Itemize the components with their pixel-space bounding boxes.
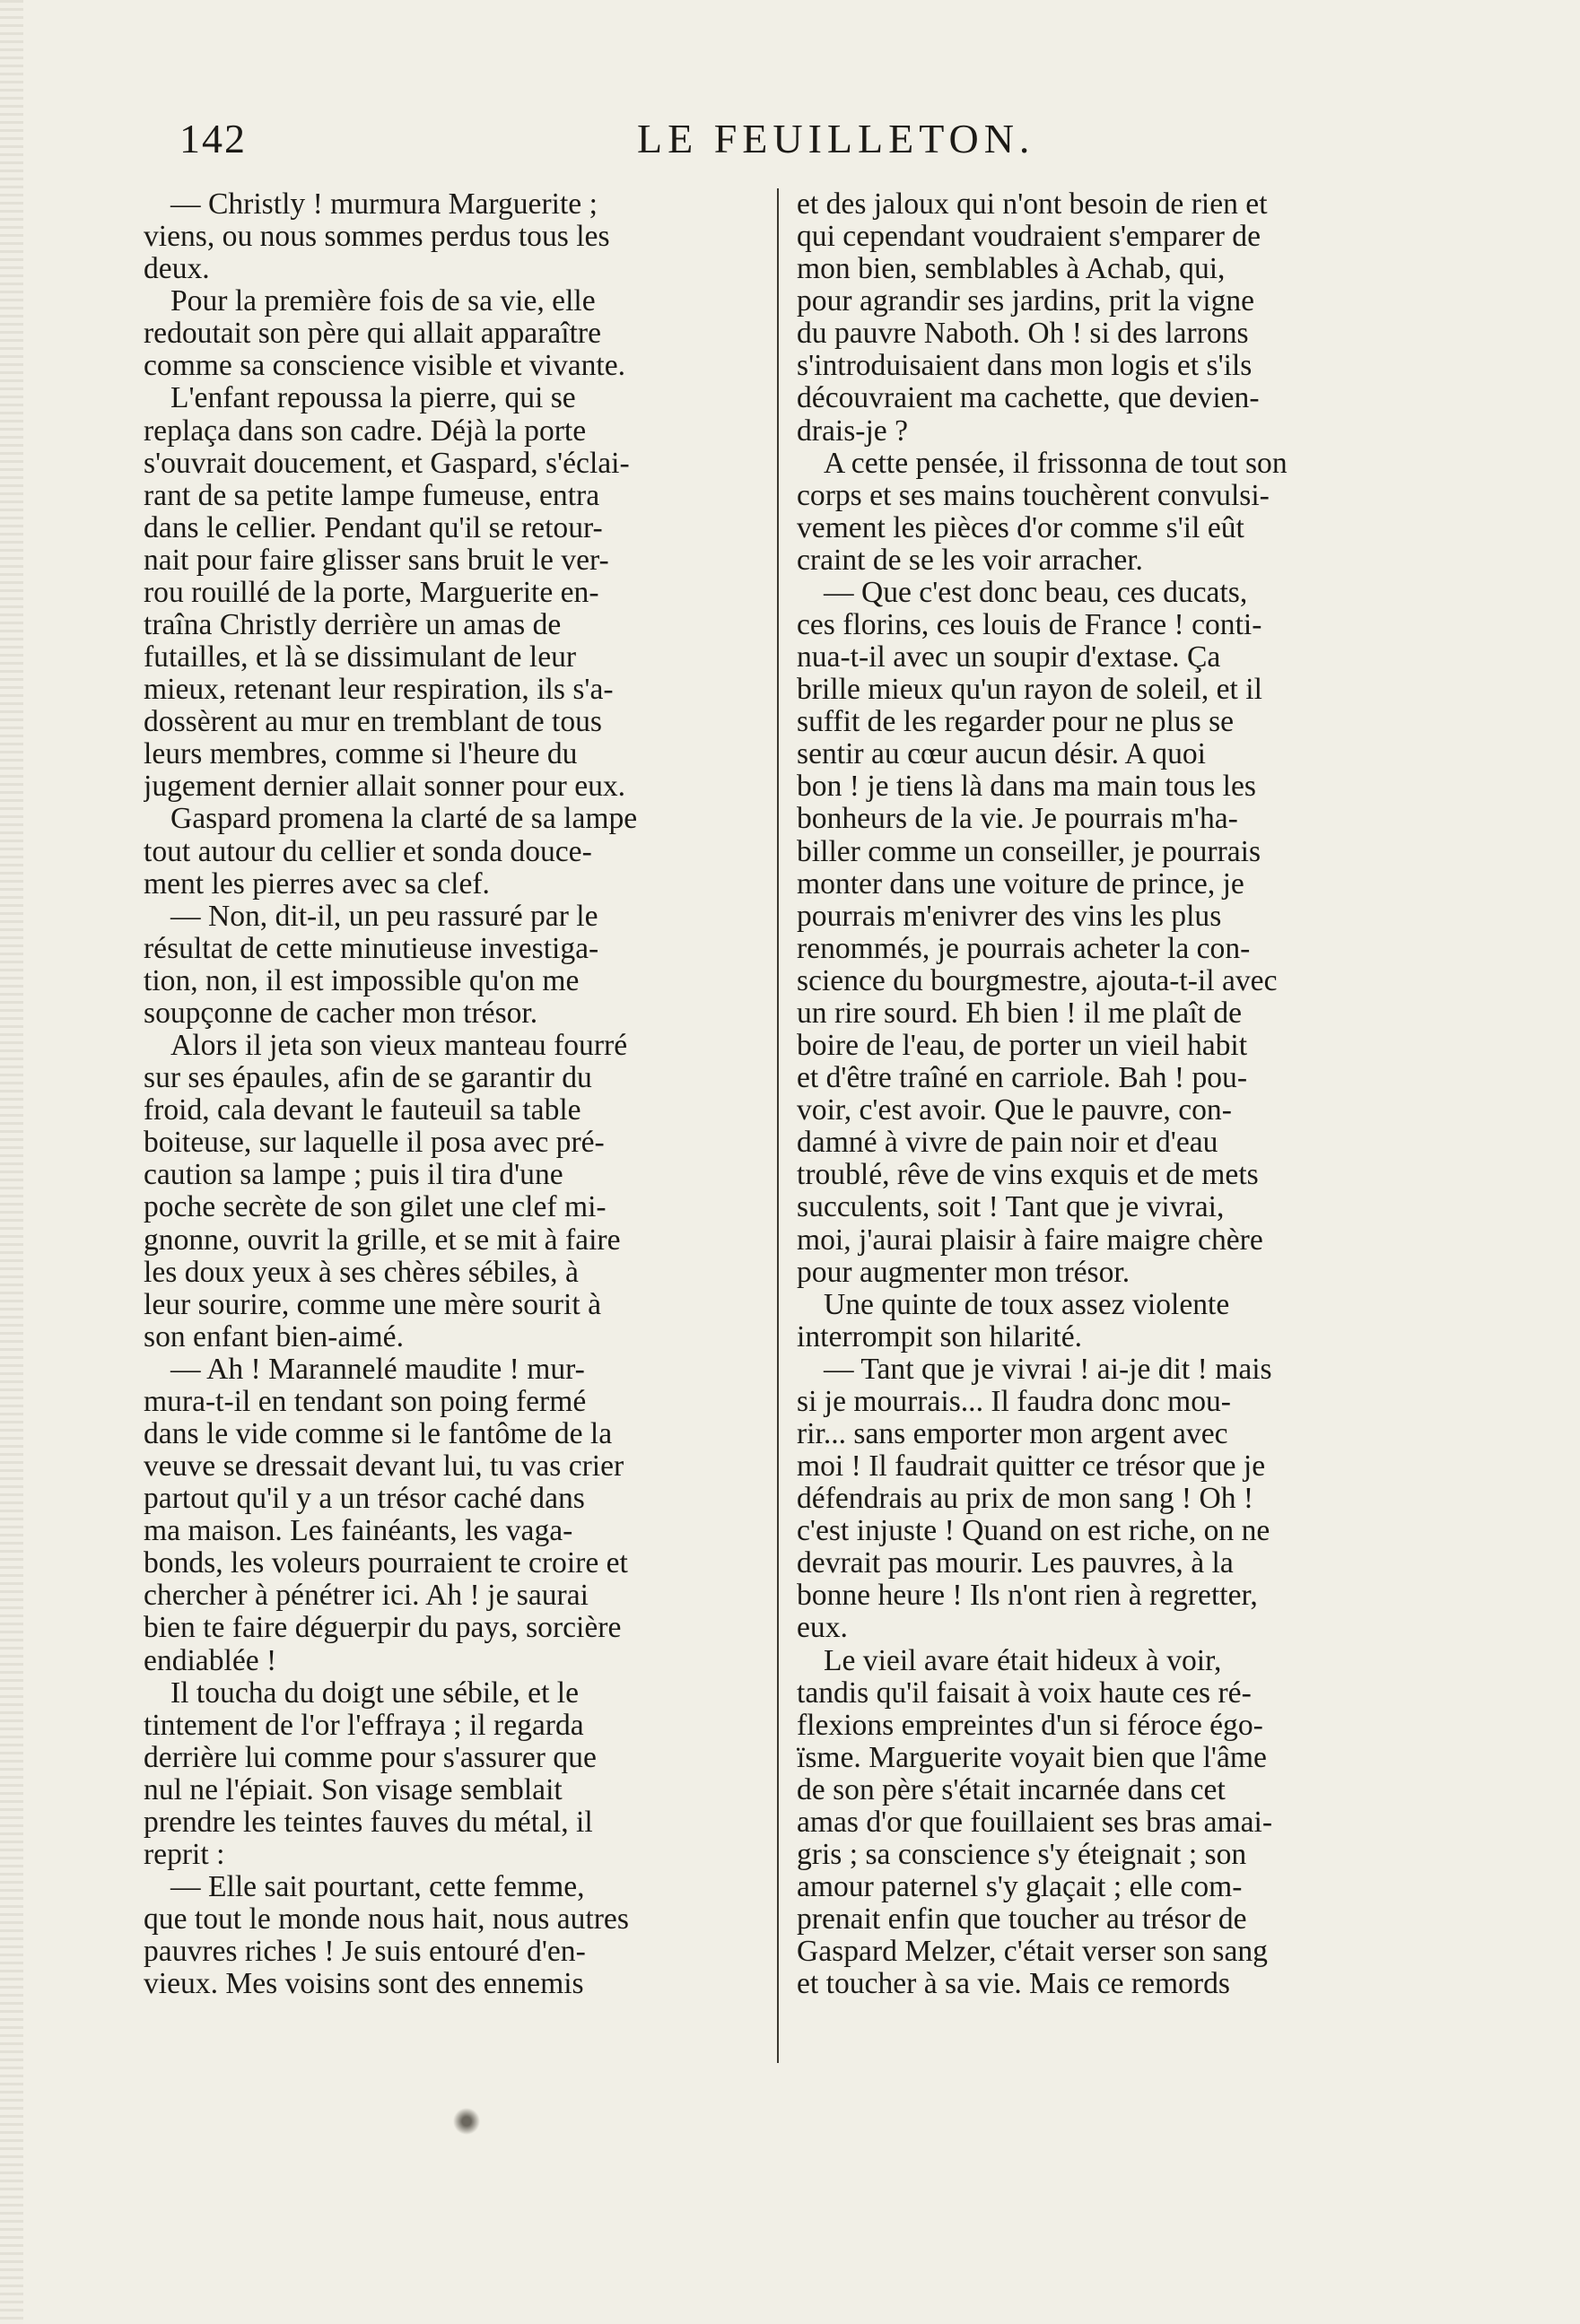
text-line: replaça dans son cadre. Déjà la porte [144, 414, 587, 448]
text-line: tout autour du cellier et sonda douce- [144, 835, 592, 868]
text-line: nul ne l'épiait. Son visage semblait [144, 1773, 563, 1806]
text-line: moi ! Il faudrait quitter ce trésor que je [797, 1450, 1266, 1484]
text-line: — Elle sait pourtant, cette femme, [170, 1871, 585, 1904]
text-line: si je mourrais... Il faudra donc mou- [797, 1385, 1231, 1418]
text-line: viens, ou nous sommes perdus tous les [144, 221, 610, 254]
text-line: nait pour faire glisser sans bruit le ver- [144, 544, 609, 577]
text-line: s'introduisaient dans mon logis et s'ils [797, 350, 1253, 383]
text-line: bien te faire déguerpir du pays, sorcière [144, 1612, 622, 1645]
page-edge-speckle [0, 0, 23, 2324]
text-line: drais-je ? [797, 414, 908, 448]
text-line: rou rouillé de la porte, Marguerite en- [144, 576, 599, 609]
text-line: dossèrent au mur en tremblant de tous [144, 706, 603, 739]
text-line: dans le cellier. Pendant qu'il se retour- [144, 511, 603, 544]
text-line: boiteuse, sur laquelle il posa avec pré- [144, 1127, 605, 1160]
text-line: leurs membres, comme si l'heure du [144, 738, 578, 771]
text-line: suffit de les regarder pour ne plus se [797, 706, 1235, 739]
text-line: amas d'or que fouillaient ses bras amai- [797, 1806, 1273, 1839]
text-line: que tout le monde nous hait, nous autres [144, 1903, 629, 1937]
text-line: bon ! je tiens là dans ma main tous les [797, 770, 1256, 804]
text-line: mieux, retenant leur respiration, ils s'a- [144, 674, 614, 707]
text-line: science du bourgmestre, ajouta-t-il avec [797, 964, 1278, 997]
text-line: — Tant que je vivrai ! ai-je dit ! mais [824, 1353, 1272, 1386]
text-line: son enfant bien-aimé. [144, 1320, 404, 1353]
text-line: un rire sourd. Eh bien ! il me plaît de [797, 997, 1243, 1030]
text-line: veuve se dressait devant lui, tu vas crier [144, 1450, 624, 1484]
running-title: LE FEUILLETON. [637, 116, 1035, 161]
text-line: moi, j'aurai plaisir à faire maigre chère [797, 1223, 1263, 1257]
text-line: prendre les teintes fauves du métal, il [144, 1806, 593, 1839]
text-line: comme sa conscience visible et vivante. [144, 350, 626, 383]
text-line: — Christly ! murmura Marguerite ; [170, 188, 598, 221]
text-line: de son père s'était incarnée dans cet [797, 1773, 1226, 1806]
text-line: — Ah ! Marannelé maudite ! mur- [170, 1353, 585, 1386]
text-line: voir, c'est avoir. Que le pauvre, con- [797, 1094, 1232, 1127]
text-line: vieux. Mes voisins sont des ennemis [144, 1968, 584, 2001]
text-line: sentir au cœur aucun désir. A quoi [797, 738, 1207, 771]
text-line: vement les pièces d'or comme s'il eût [797, 511, 1244, 544]
text-line: les doux yeux à ses chères sébiles, à [144, 1256, 579, 1289]
text-line: Une quinte de toux assez violente [824, 1288, 1230, 1321]
text-line: troublé, rêve de vins exquis et de mets [797, 1159, 1259, 1192]
text-line: mon bien, semblables à Achab, qui, [797, 253, 1226, 286]
text-line: s'ouvrait doucement, et Gaspard, s'éclai- [144, 447, 630, 480]
text-line: A cette pensée, il frissonna de tout son [824, 447, 1288, 480]
text-line: damné à vivre de pain noir et d'eau [797, 1127, 1218, 1160]
text-line: c'est injuste ! Quand on est riche, on ne [797, 1515, 1270, 1548]
text-line: pour augmenter mon trésor. [797, 1256, 1130, 1289]
text-line: — Non, dit-il, un peu rassuré par le [170, 900, 598, 933]
text-line: bonne heure ! Ils n'ont rien à regretter, [797, 1580, 1258, 1613]
left-column [144, 188, 754, 2000]
text-line: devrait pas mourir. Les pauvres, à la [797, 1547, 1234, 1580]
text-line: ces florins, ces louis de France ! conti- [797, 609, 1262, 642]
text-line: caution sa lampe ; puis il tira d'une [144, 1159, 563, 1192]
text-line: tintement de l'or l'effraya ; il regarda [144, 1709, 584, 1742]
text-line: jugement dernier allait sonner pour eux. [144, 770, 626, 804]
text-line: Alors il jeta son vieux manteau fourré [170, 1030, 628, 1063]
text-line: eux. [797, 1612, 848, 1645]
text-line: pauvres riches ! Je suis entouré d'en- [144, 1936, 586, 1969]
text-line: biller comme un conseiller, je pourrais [797, 835, 1261, 868]
text-line: rir... sans emporter mon argent avec [797, 1417, 1228, 1450]
text-line: succulents, soit ! Tant que je vivrai, [797, 1191, 1225, 1224]
text-line: découvraient ma cachette, que devien- [797, 382, 1260, 415]
text-line: Pour la première fois de sa vie, elle [170, 285, 596, 318]
text-line: renommés, je pourrais acheter la con- [797, 932, 1251, 965]
text-line: Il toucha du doigt une sébile, et le [170, 1676, 580, 1710]
text-line: monter dans une voiture de prince, je [797, 867, 1244, 901]
text-line: deux. [144, 253, 210, 286]
text-line: brille mieux qu'un rayon de soleil, et il [797, 674, 1262, 707]
text-line: bonds, les voleurs pourraient te croire et [144, 1547, 628, 1580]
text-line: Gaspard Melzer, c'était verser son sang [797, 1936, 1268, 1969]
page-number: 142 [179, 116, 247, 161]
text-line: poche secrète de son gilet une clef mi- [144, 1191, 607, 1224]
text-line: gnonne, ouvrit la grille, et se mit à faire [144, 1223, 621, 1257]
text-line: résultat de cette minutieuse investiga- [144, 932, 599, 965]
text-line: et toucher à sa vie. Mais ce remords [797, 1968, 1230, 2001]
text-line: boire de l'eau, de porter un vieil habit [797, 1030, 1248, 1063]
text-line: futailles, et là se dissimulant de leur [144, 641, 577, 675]
text-line: traîna Christly derrière un amas de [144, 609, 562, 642]
text-line: rant de sa petite lampe fumeuse, entra [144, 479, 600, 512]
text-line: redoutait son père qui allait apparaître [144, 318, 601, 351]
text-line: sur ses épaules, afin de se garantir du [144, 1062, 592, 1095]
text-line: du pauvre Naboth. Oh ! si des larrons [797, 318, 1249, 351]
text-line: ment les pierres avec sa clef. [144, 867, 490, 901]
text-line: pour agrandir ses jardins, prit la vigne [797, 285, 1255, 318]
text-line: tandis qu'il faisait à voix haute ces ré- [797, 1676, 1252, 1710]
text-line: soupçonne de cacher mon trésor. [144, 997, 538, 1030]
text-line: Gaspard promena la clarté de sa lampe [170, 803, 638, 836]
text-line: et d'être traîné en carriole. Bah ! pou- [797, 1062, 1248, 1095]
text-line: défendrais au prix de mon sang ! Oh ! [797, 1483, 1254, 1516]
text-line: mura-t-il en tendant son poing fermé [144, 1385, 587, 1418]
text-line: craint de se les voir arracher. [797, 544, 1143, 577]
text-line: interrompit son hilarité. [797, 1320, 1082, 1353]
text-line: reprit : [144, 1838, 225, 1871]
text-line: ma maison. Les fainéants, les vaga- [144, 1515, 573, 1548]
text-line: froid, cala devant le fauteuil sa table [144, 1094, 581, 1127]
text-line: endiablée ! [144, 1644, 277, 1677]
text-line: dans le vide comme si le fantôme de la [144, 1417, 613, 1450]
text-line: chercher à pénétrer ici. Ah ! je saurai [144, 1580, 589, 1613]
text-line: qui cependant voudraient s'emparer de [797, 221, 1261, 254]
text-line: Le vieil avare était hideux à voir, [824, 1644, 1222, 1677]
right-column [797, 188, 1407, 2000]
text-line: tion, non, il est impossible qu'on me [144, 964, 580, 997]
text-line: et des jaloux qui n'ont besoin de rien et [797, 188, 1268, 221]
text-line: flexions empreintes d'un si féroce égo- [797, 1709, 1263, 1742]
page-header [179, 115, 1418, 178]
text-line: bonheurs de la vie. Je pourrais m'ha- [797, 803, 1238, 836]
text-line: leur sourire, comme une mère sourit à [144, 1288, 602, 1321]
text-line: prenait enfin que toucher au trésor de [797, 1903, 1247, 1937]
text-line: amour paternel s'y glaçait ; elle com- [797, 1871, 1243, 1904]
text-line: L'enfant repoussa la pierre, qui se [170, 382, 576, 415]
text-line: — Que c'est donc beau, ces ducats, [824, 576, 1248, 609]
text-line: pourrais m'enivrer des vins les plus [797, 900, 1222, 933]
text-line: derrière lui comme pour s'assurer que [144, 1741, 597, 1774]
text-line: partout qu'il y a un trésor caché dans [144, 1483, 585, 1516]
text-line: nua-t-il avec un soupir d'extase. Ça [797, 641, 1221, 675]
text-line: ïsme. Marguerite voyait bien que l'âme [797, 1741, 1267, 1774]
ink-blot [449, 2108, 484, 2135]
column-divider [777, 188, 779, 2063]
text-line: gris ; sa conscience s'y éteignait ; son [797, 1838, 1247, 1871]
text-line: corps et ses mains touchèrent convulsi- [797, 479, 1270, 512]
